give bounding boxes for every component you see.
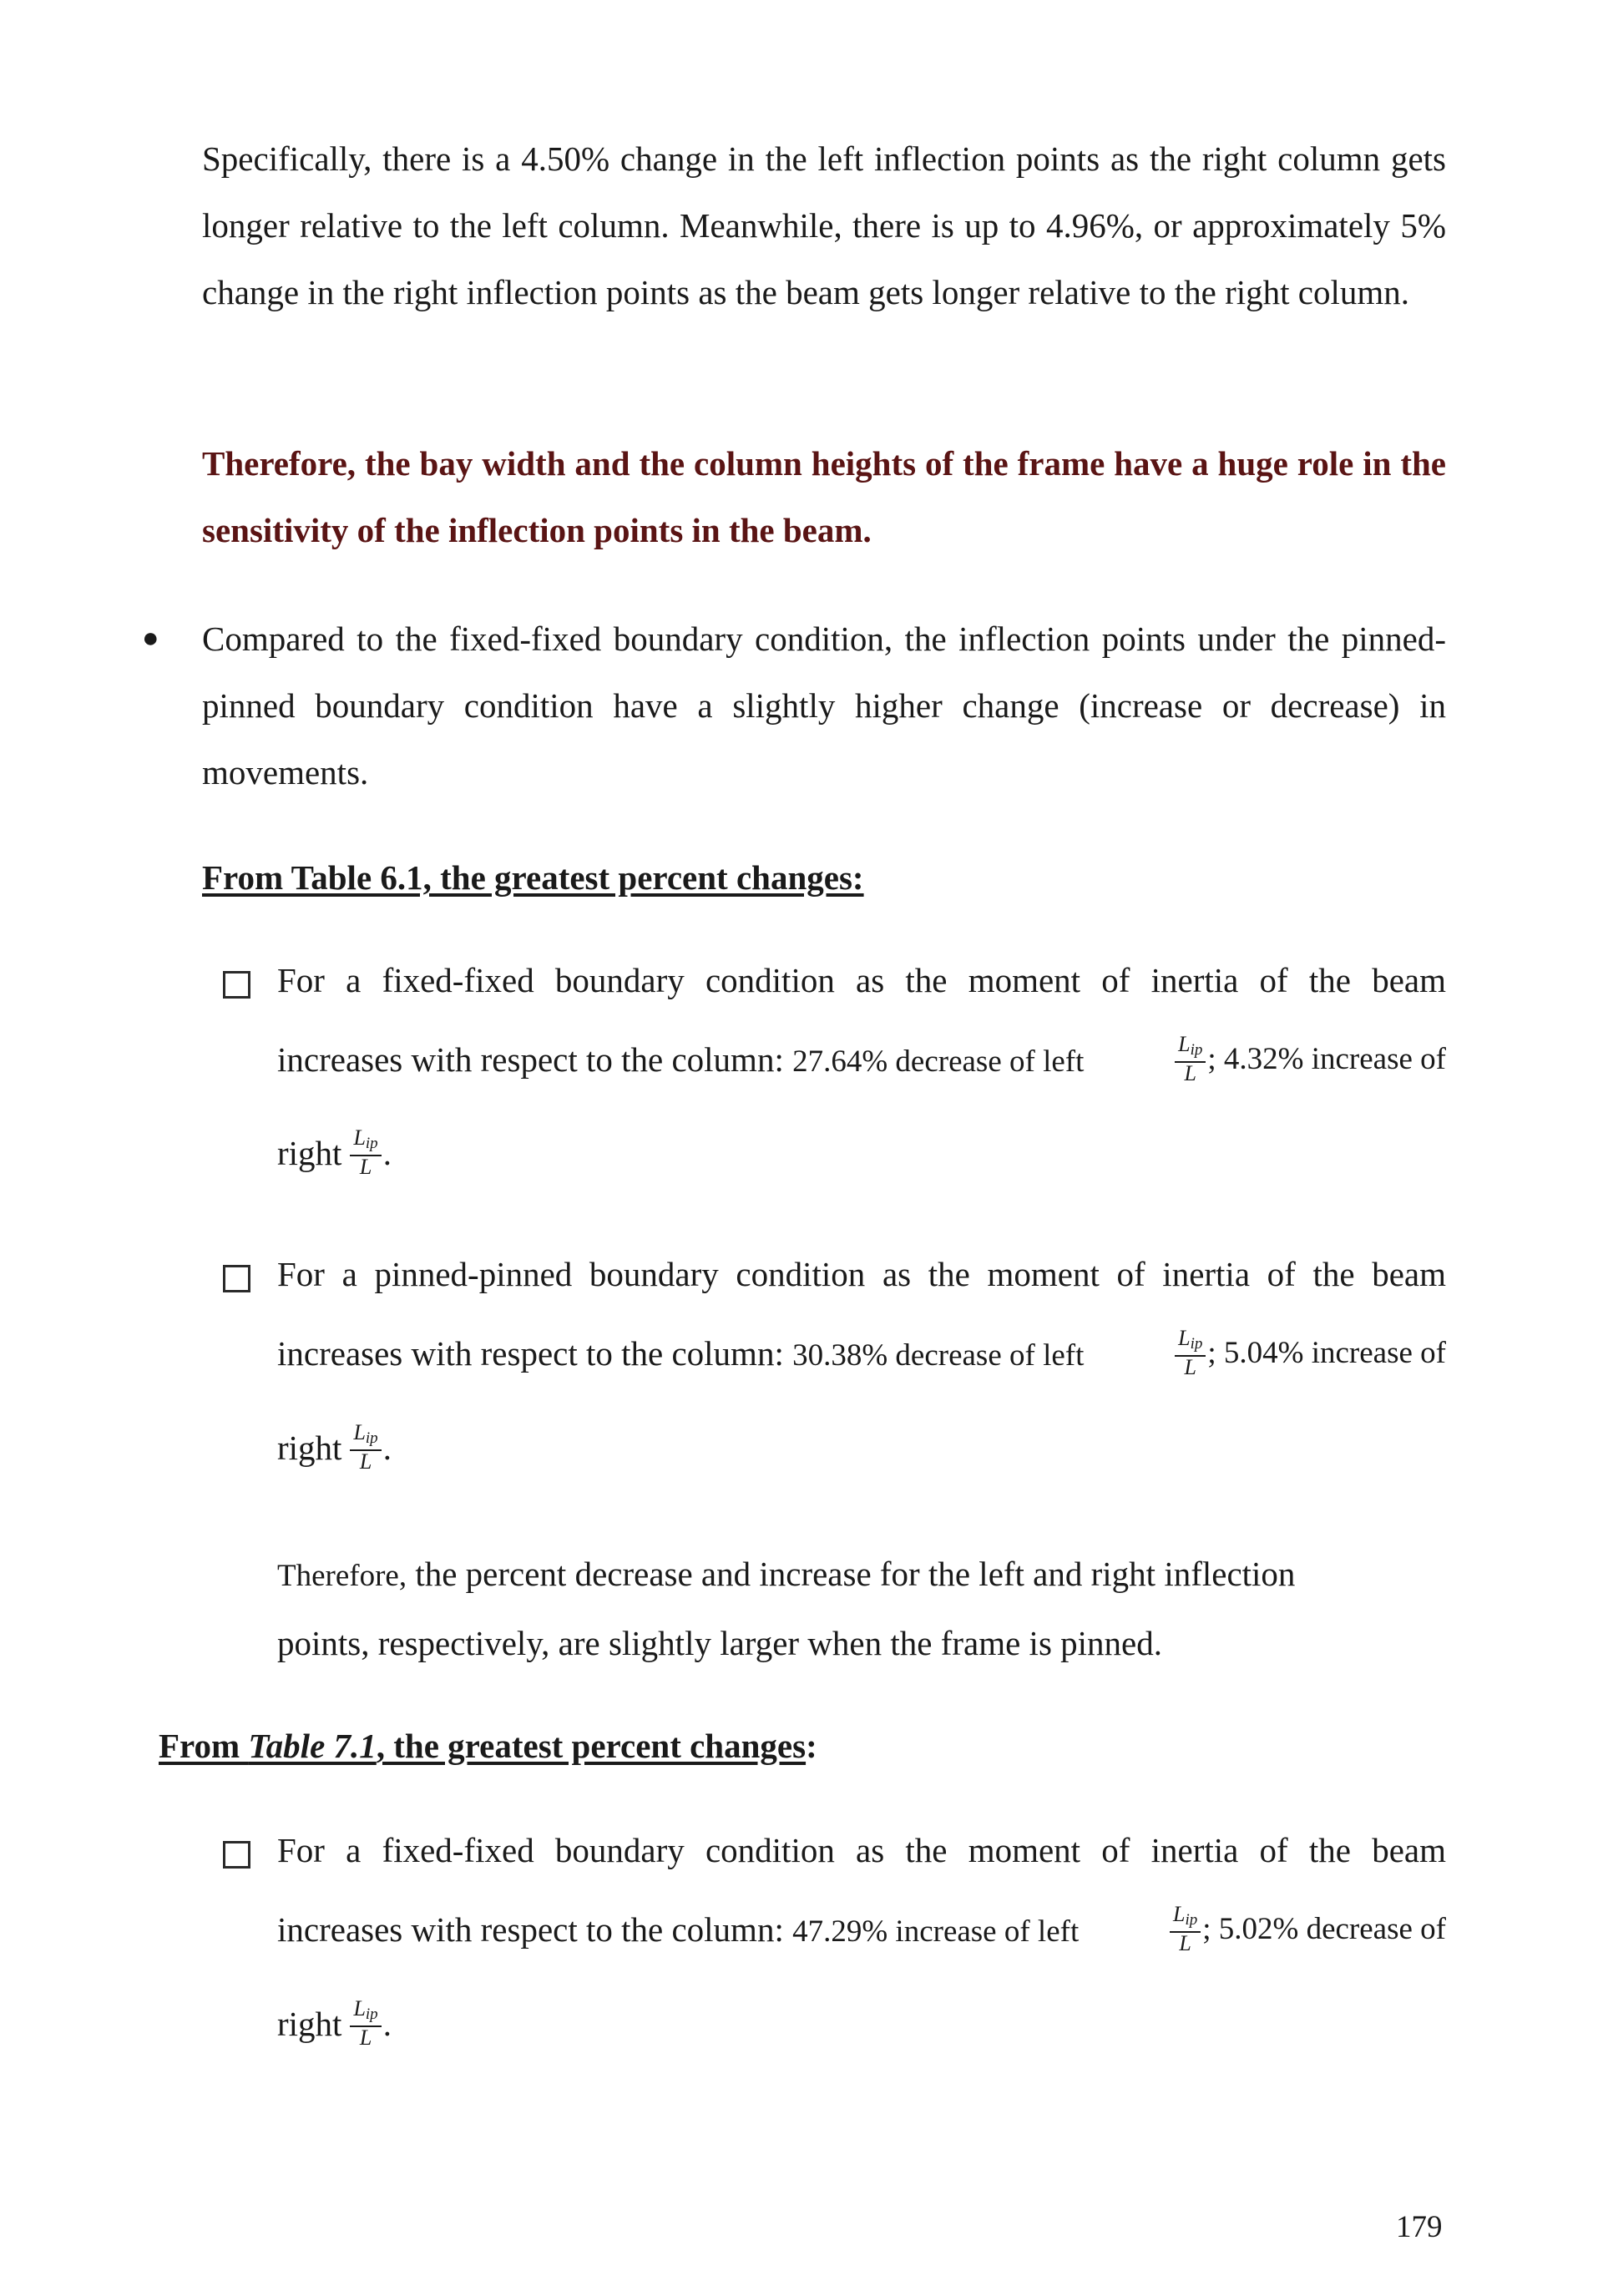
item-line: For a pinned-pinned boundary condition as the moment of inertia of the beam: [277, 1255, 1446, 1293]
item-text: .: [382, 2004, 392, 2043]
item-text: .: [382, 1428, 392, 1467]
item-line: [277, 1904, 1446, 1955]
item-text: right: [277, 2004, 342, 2043]
item-line: For a fixed-fixed boundary condition as the moment of inertia of the beam: [277, 1831, 1446, 1869]
item-text: right: [277, 1133, 342, 1172]
checkbox-icon: [223, 971, 250, 999]
fraction-lip-over-l: $\frac{L_{ip}}{L}$: [1170, 1904, 1201, 1955]
conclusion-paragraph: [277, 1540, 1363, 1676]
conclusion-lead: Therefore,: [277, 1559, 407, 1593]
bullet-icon: ●: [142, 623, 159, 654]
item-value: ; 5.02% decrease of: [1202, 1912, 1446, 1946]
paragraph-intro: Specifically, there is a 4.50% change in the left inflection points as the right column gets longer relative to the left column. Meanwhile, there is up to 4.96%, or approximately 5% change in the right inflection points as the beam gets longer relative to the right column.: [202, 139, 1446, 311]
item-text: increases with respect to the column:: [277, 1333, 784, 1373]
item-value: ; 4.32% increase of: [1207, 1042, 1446, 1076]
fraction-lip-over-l: $\frac{L_{ip}}{L}$: [1175, 1034, 1206, 1085]
item-text: increases with respect to the column:: [277, 1039, 784, 1079]
item-value: 30.38% decrease of left: [792, 1338, 1085, 1373]
item-value: 27.64% decrease of left: [792, 1044, 1085, 1079]
item-value: ; 5.04% increase of: [1207, 1336, 1446, 1370]
item-text: right: [277, 1428, 342, 1467]
fraction-lip-over-l: $\frac{L_{ip}}{L}$: [1175, 1328, 1206, 1378]
item-line: [277, 1127, 392, 1178]
section-heading-table-6-1: From Table 6.1, the greatest percent changes:: [202, 858, 864, 897]
fraction-lip-over-l: $\frac{L_{ip}}{L}$: [350, 1127, 381, 1178]
emphasis-paragraph: Therefore, the bay width and the column heights of the frame have a huge role in the sensitivity of the inflection points in the beam.: [202, 444, 1446, 549]
item-line: [277, 1034, 1446, 1085]
checkbox-icon: [223, 1265, 250, 1292]
item-line: [277, 1328, 1446, 1378]
fraction-lip-over-l: $\frac{L_{ip}}{L}$: [350, 1998, 381, 2049]
item-text: increases with respect to the column:: [277, 1909, 784, 1949]
bullet-paragraph: Compared to the fixed-fixed boundary condition, the inflection points under the pinned-pinned boundary condition have a slightly higher change (increase or decrease) in movements.: [202, 620, 1446, 791]
fraction-lip-over-l: $\frac{L_{ip}}{L}$: [350, 1422, 381, 1473]
page-number: 179: [1396, 2210, 1443, 2244]
item-line: [277, 1422, 392, 1473]
item-value: 47.29% increase of left: [792, 1914, 1080, 1949]
conclusion-text: the percent decrease and increase for the left and right inflection points, respectively, are slightly larger when the frame is pinned.: [277, 1555, 1296, 1662]
item-text: .: [382, 1133, 392, 1172]
item-line: [277, 1998, 392, 2049]
item-line: For a fixed-fixed boundary condition as the moment of inertia of the beam: [277, 961, 1446, 999]
checkbox-icon: [223, 1841, 250, 1869]
section-heading-table-7-1: From Table 7.1, the greatest percent changes:: [159, 1727, 817, 1765]
